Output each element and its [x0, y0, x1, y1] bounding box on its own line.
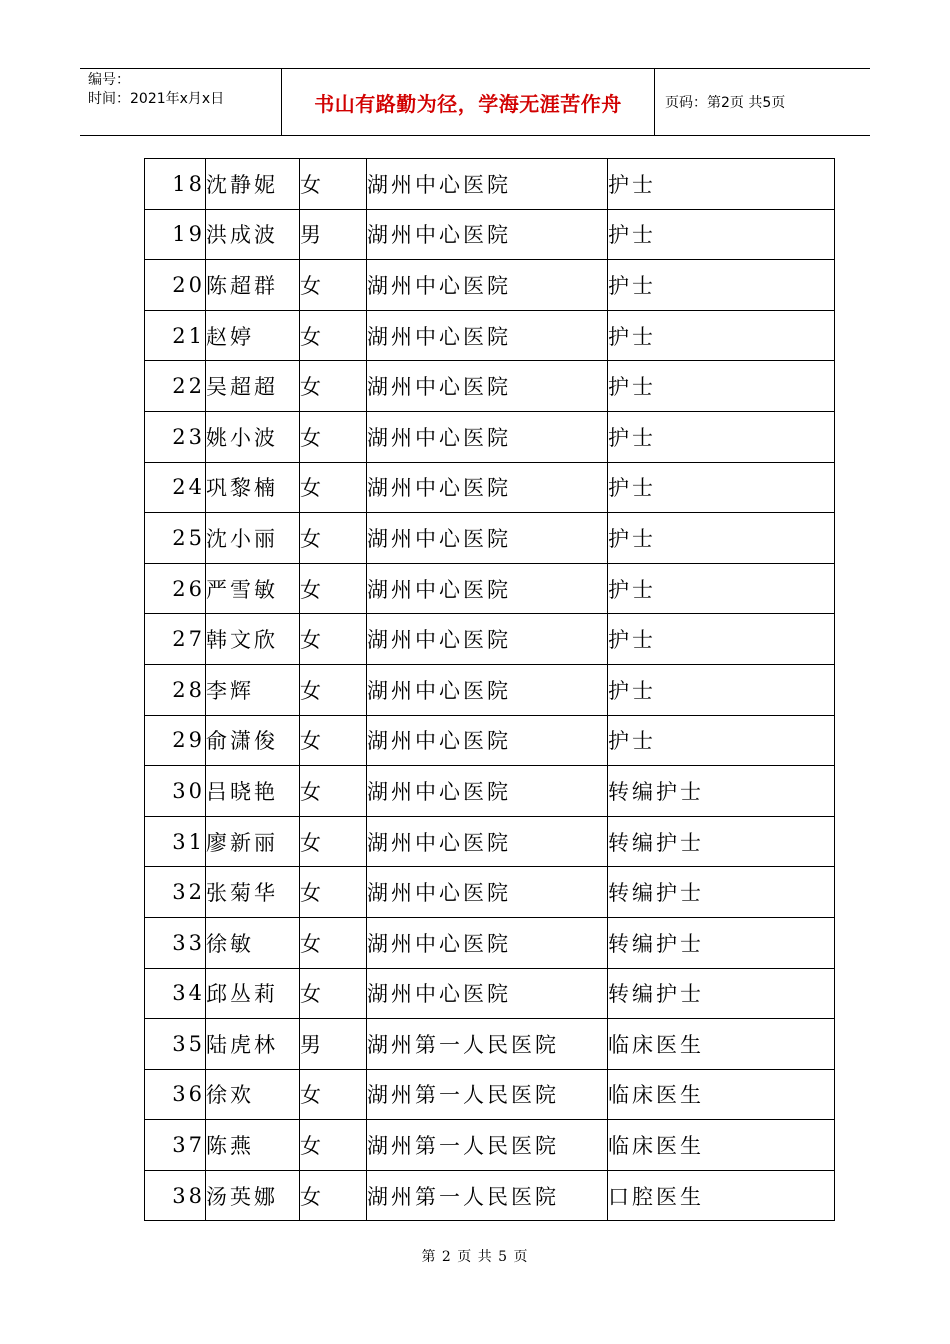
table-row: [145, 816, 835, 867]
staff-sex: 女: [300, 1069, 367, 1120]
staff-role: 护士: [608, 361, 835, 412]
staff-hospital: 湖州中心医院: [367, 766, 608, 817]
staff-sex: 女: [300, 917, 367, 968]
staff-role: 护士: [608, 664, 835, 715]
row-number: 32: [145, 867, 206, 918]
table-row: [145, 1170, 835, 1221]
page-header: [80, 68, 870, 136]
staff-sex: 男: [300, 209, 367, 260]
row-number: 35: [145, 1019, 206, 1070]
row-number: 37: [145, 1120, 206, 1171]
staff-role: 护士: [608, 310, 835, 361]
row-number: 18: [145, 159, 206, 210]
staff-sex: 女: [300, 816, 367, 867]
table-row: [145, 766, 835, 817]
staff-sex: 女: [300, 715, 367, 766]
staff-name: 廖新丽: [206, 816, 300, 867]
row-number: 23: [145, 411, 206, 462]
staff-sex: 女: [300, 664, 367, 715]
staff-sex: 女: [300, 260, 367, 311]
row-number: 29: [145, 715, 206, 766]
row-number: 24: [145, 462, 206, 513]
row-number: 22: [145, 361, 206, 412]
staff-name: 徐欢: [206, 1069, 300, 1120]
header-left-cell: [80, 69, 282, 135]
staff-name: 张菊华: [206, 867, 300, 918]
staff-hospital: 湖州第一人民医院: [367, 1069, 608, 1120]
table-row: [145, 260, 835, 311]
staff-name: 李辉: [206, 664, 300, 715]
table-row: [145, 310, 835, 361]
staff-role: 护士: [608, 260, 835, 311]
table-row: [145, 614, 835, 665]
staff-hospital: 湖州中心医院: [367, 917, 608, 968]
staff-hospital: 湖州中心医院: [367, 563, 608, 614]
staff-name: 巩黎楠: [206, 462, 300, 513]
staff-role: 护士: [608, 411, 835, 462]
staff-role: 口腔医生: [608, 1170, 835, 1221]
page-footer: 第 2 页 共 5 页: [421, 1249, 529, 1265]
time-label: 时间：2021年x月x日: [88, 91, 225, 107]
staff-role: 临床医生: [608, 1120, 835, 1171]
staff-hospital: 湖州中心医院: [367, 816, 608, 867]
staff-role: 转编护士: [608, 766, 835, 817]
staff-hospital: 湖州第一人民医院: [367, 1120, 608, 1171]
staff-sex: 女: [300, 867, 367, 918]
staff-role: 临床医生: [608, 1019, 835, 1070]
staff-name: 汤英娜: [206, 1170, 300, 1221]
staff-sex: 女: [300, 766, 367, 817]
table-row: [145, 664, 835, 715]
staff-hospital: 湖州中心医院: [367, 260, 608, 311]
staff-name: 吕晓艳: [206, 766, 300, 817]
staff-name: 姚小波: [206, 411, 300, 462]
staff-role: 护士: [608, 563, 835, 614]
table-row: [145, 411, 835, 462]
table-row: [145, 1069, 835, 1120]
table-row: [145, 462, 835, 513]
table-row: [145, 1019, 835, 1070]
staff-name: 吴超超: [206, 361, 300, 412]
staff-hospital: 湖州中心医院: [367, 310, 608, 361]
row-number: 34: [145, 968, 206, 1019]
row-number: 27: [145, 614, 206, 665]
staff-sex: 女: [300, 159, 367, 210]
staff-name: 邱丛莉: [206, 968, 300, 1019]
staff-name: 洪成波: [206, 209, 300, 260]
staff-name: 韩文欣: [206, 614, 300, 665]
staff-name: 沈静妮: [206, 159, 300, 210]
row-number: 20: [145, 260, 206, 311]
table-row: [145, 715, 835, 766]
staff-sex: 女: [300, 411, 367, 462]
staff-hospital: 湖州中心医院: [367, 513, 608, 564]
row-number: 36: [145, 1069, 206, 1120]
staff-table: [144, 158, 835, 1221]
row-number: 33: [145, 917, 206, 968]
staff-hospital: 湖州中心医院: [367, 968, 608, 1019]
staff-hospital: 湖州中心医院: [367, 664, 608, 715]
table-row: [145, 209, 835, 260]
staff-role: 临床医生: [608, 1069, 835, 1120]
staff-sex: 男: [300, 1019, 367, 1070]
staff-role: 护士: [608, 513, 835, 564]
staff-name: 陆虎林: [206, 1019, 300, 1070]
row-number: 26: [145, 563, 206, 614]
staff-table-body: [145, 159, 835, 1221]
staff-role: 护士: [608, 209, 835, 260]
staff-hospital: 湖州中心医院: [367, 159, 608, 210]
staff-hospital: 湖州中心医院: [367, 614, 608, 665]
staff-name: 严雪敏: [206, 563, 300, 614]
staff-name: 沈小丽: [206, 513, 300, 564]
table-row: [145, 159, 835, 210]
staff-name: 陈超群: [206, 260, 300, 311]
table-row: [145, 968, 835, 1019]
staff-sex: 女: [300, 1170, 367, 1221]
staff-sex: 女: [300, 563, 367, 614]
staff-hospital: 湖州中心医院: [367, 361, 608, 412]
staff-sex: 女: [300, 1120, 367, 1171]
staff-role: 转编护士: [608, 917, 835, 968]
row-number: 38: [145, 1170, 206, 1221]
staff-role: 转编护士: [608, 867, 835, 918]
staff-hospital: 湖州中心医院: [367, 462, 608, 513]
staff-role: 转编护士: [608, 816, 835, 867]
table-row: [145, 1120, 835, 1171]
staff-sex: 女: [300, 614, 367, 665]
staff-sex: 女: [300, 361, 367, 412]
table-row: [145, 513, 835, 564]
staff-sex: 女: [300, 968, 367, 1019]
staff-role: 护士: [608, 614, 835, 665]
table-row: [145, 563, 835, 614]
staff-sex: 女: [300, 310, 367, 361]
staff-sex: 女: [300, 513, 367, 564]
staff-role: 转编护士: [608, 968, 835, 1019]
table-row: [145, 917, 835, 968]
table-row: [145, 361, 835, 412]
staff-role: 护士: [608, 715, 835, 766]
serial-label: 编号：: [88, 72, 130, 88]
staff-name: 陈燕: [206, 1120, 300, 1171]
row-number: 30: [145, 766, 206, 817]
staff-hospital: 湖州中心医院: [367, 209, 608, 260]
staff-name: 赵婷: [206, 310, 300, 361]
row-number: 25: [145, 513, 206, 564]
staff-hospital: 湖州第一人民医院: [367, 1170, 608, 1221]
row-number: 31: [145, 816, 206, 867]
header-motto: 书山有路勤为径，学海无涯苦作舟: [282, 69, 655, 135]
table-row: [145, 867, 835, 918]
staff-hospital: 湖州中心医院: [367, 411, 608, 462]
staff-hospital: 湖州中心医院: [367, 867, 608, 918]
row-number: 19: [145, 209, 206, 260]
staff-name: 俞潇俊: [206, 715, 300, 766]
row-number: 21: [145, 310, 206, 361]
staff-name: 徐敏: [206, 917, 300, 968]
staff-role: 护士: [608, 159, 835, 210]
staff-hospital: 湖州中心医院: [367, 715, 608, 766]
row-number: 28: [145, 664, 206, 715]
header-page-info: 页码：第2页 共5页: [665, 95, 786, 111]
staff-hospital: 湖州第一人民医院: [367, 1019, 608, 1070]
staff-role: 护士: [608, 462, 835, 513]
staff-sex: 女: [300, 462, 367, 513]
